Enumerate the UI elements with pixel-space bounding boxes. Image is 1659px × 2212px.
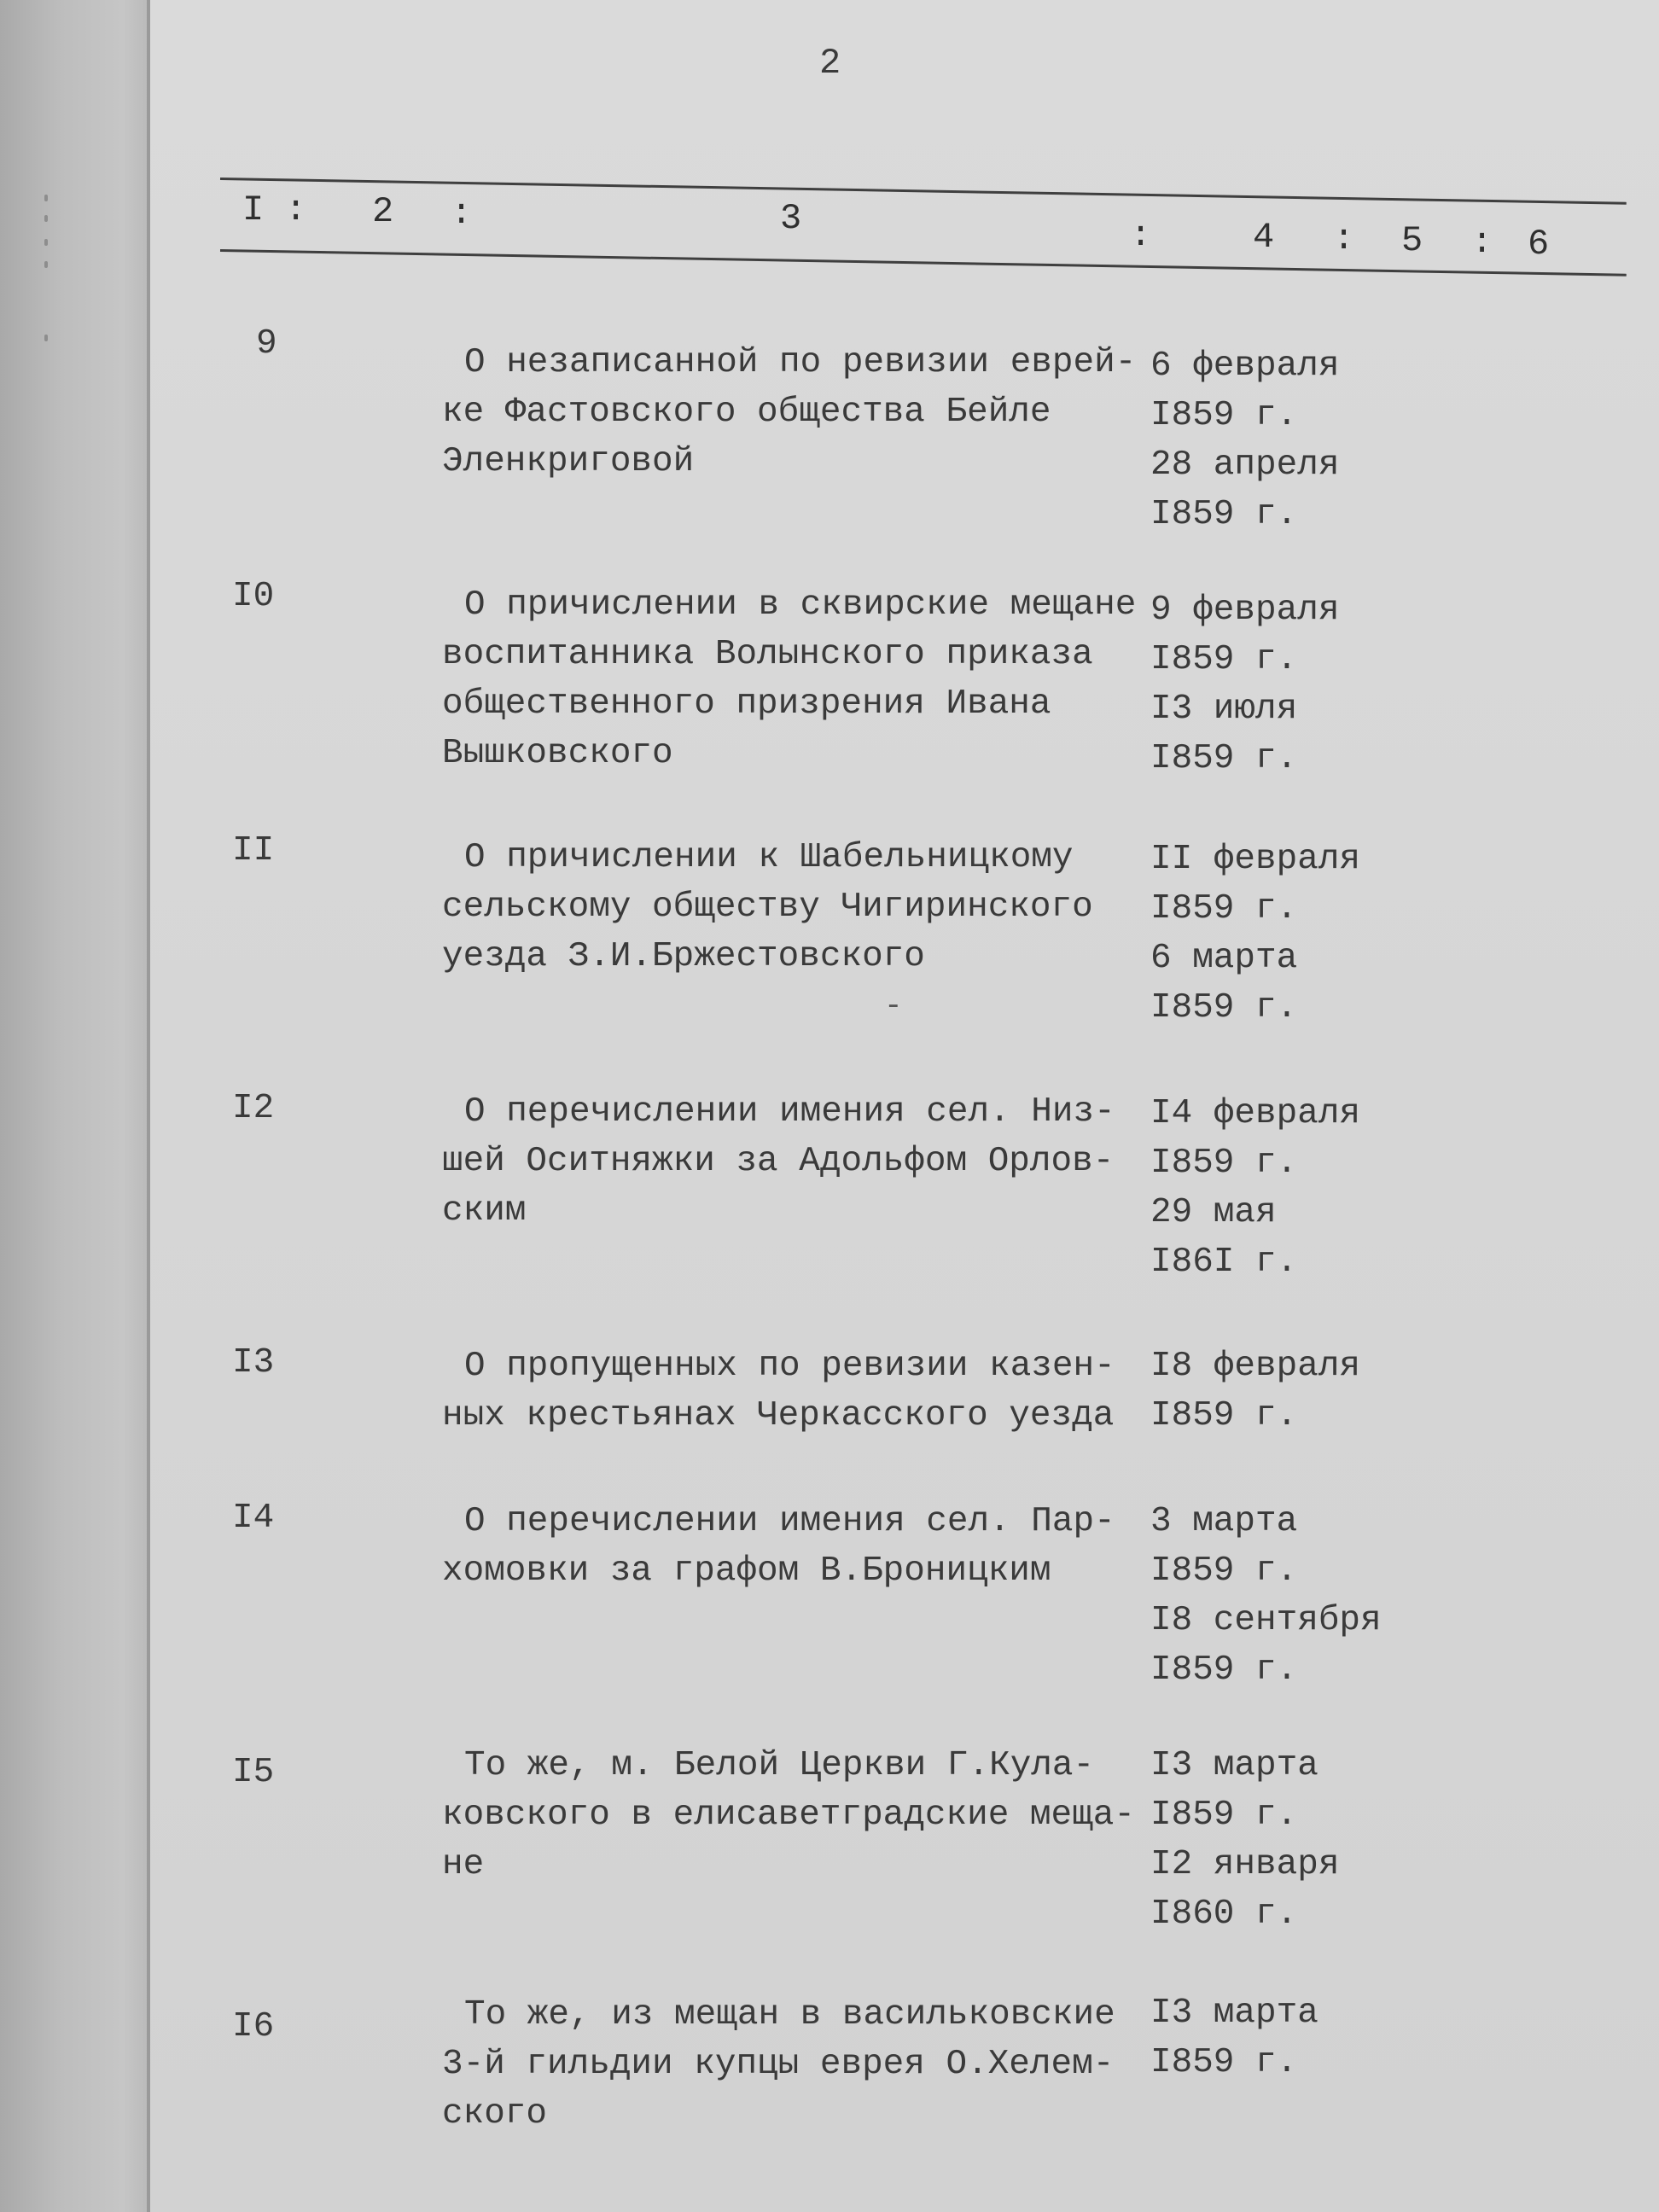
column-separator: : (1471, 222, 1493, 263)
column-separator: : (1333, 218, 1355, 259)
page-number: 2 (819, 43, 841, 84)
entry-title: О незаписанной по ревизии еврей- ке Фастовского общества Бейле Эленкриговой (442, 343, 1137, 481)
entry-number: II (232, 831, 275, 870)
entry-number: I4 (232, 1499, 275, 1538)
entry-dates: 9 февраля I859 г. I3 июля I859 г. (1150, 591, 1340, 778)
entry-dates: I8 февраля I859 г. (1150, 1347, 1361, 1435)
entry-title: То же, из мещан в васильковские 3-й гильдии купцы еврея О.Хелем- ского (442, 1995, 1115, 2133)
column-header-2: 2 (372, 191, 394, 232)
column-header-5: 5 (1401, 220, 1423, 261)
entry-dates: II февраля I859 г. 6 марта I859 г. (1150, 840, 1361, 1027)
column-header-1: I (242, 189, 265, 230)
column-header-6: 6 (1528, 224, 1550, 265)
entry-number: I5 (232, 1753, 275, 1792)
column-separator: : (285, 189, 307, 230)
binding-hole (44, 195, 48, 201)
entry-dates: 3 марта I859 г. I8 сентября I859 г. (1150, 1502, 1382, 1690)
entry-number: I3 (232, 1343, 275, 1382)
entry-number: 9 (256, 324, 277, 364)
entry-title: О перечислении имения сел. Пар- хомовки за графом В.Броницким (442, 1502, 1115, 1591)
entry-dates: I3 марта I859 г. (1150, 1994, 1318, 2082)
binding-hole (44, 261, 48, 268)
entry-title: О пропущенных по ревизии казен- ных крестьянах Черкасского уезда (442, 1347, 1115, 1435)
binding-hole (44, 335, 48, 341)
column-separator: : (451, 193, 473, 234)
entry-dates: 6 февраля I859 г. 28 апреля I859 г. (1150, 346, 1340, 534)
entry-dates: I3 марта I859 г. I2 января I860 г. (1150, 1746, 1340, 1934)
entry-number: I0 (232, 577, 275, 616)
entry-title: О причислении в сквирские мещане воспитанника Волынского приказа общественного призрения Ивана Вышковского (442, 585, 1137, 773)
entry-dates: I4 февраля I859 г. 29 мая I86I г. (1150, 1094, 1361, 1282)
binding-margin (0, 0, 154, 2212)
column-separator: : (1130, 215, 1152, 256)
binding-hole (44, 239, 48, 246)
column-header-3: 3 (780, 198, 802, 239)
entry-number: I2 (232, 1089, 275, 1128)
entry-title: О причислении к Шабельницкому сельскому обществу Чигиринского уезда З.И.Бржестовского (442, 838, 1093, 976)
entry-number: I6 (232, 2007, 275, 2046)
entry-title: То же, м. Белой Церкви Г.Кула- ковского в елисаветградские меща- не (442, 1746, 1135, 1884)
column-header-4: 4 (1253, 217, 1275, 258)
entry-title: О перечислении имения сел. Низ- шей Оситняжки за Адольфом Орлов- ским (442, 1092, 1115, 1231)
binding-hole (44, 215, 48, 222)
stray-mark: - (884, 988, 903, 1023)
